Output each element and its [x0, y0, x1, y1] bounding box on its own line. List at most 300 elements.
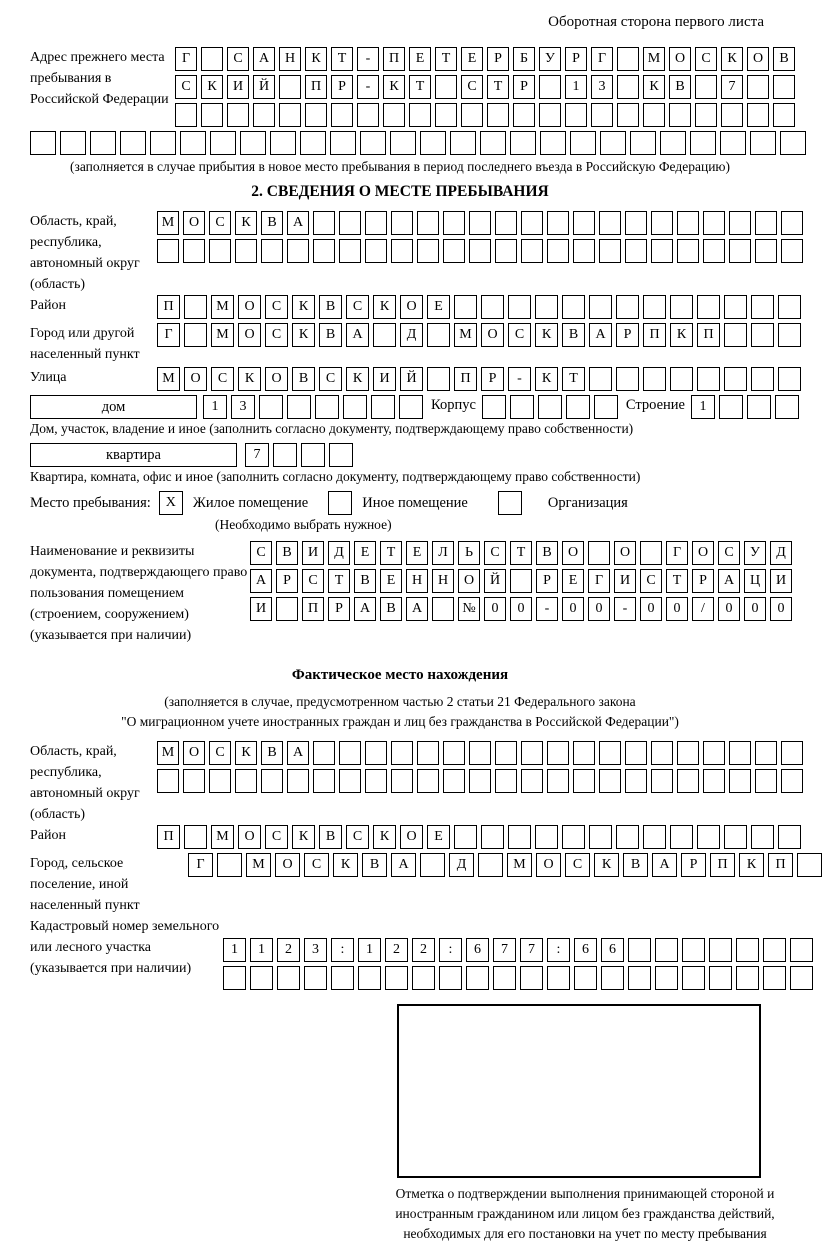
char-cell-empty[interactable]	[617, 103, 639, 127]
char-cell-filled[interactable]: М	[246, 853, 271, 877]
char-cell-filled[interactable]: Т	[510, 541, 532, 565]
char-cell-filled[interactable]: Й	[484, 569, 506, 593]
char-cell-empty[interactable]	[287, 769, 309, 793]
char-cell-filled[interactable]: В	[562, 323, 585, 347]
char-cell-empty[interactable]	[454, 295, 477, 319]
char-cell-empty[interactable]	[184, 825, 207, 849]
char-cell-filled[interactable]: Е	[406, 541, 428, 565]
char-cell-empty[interactable]	[235, 239, 257, 263]
char-cell-empty[interactable]	[150, 131, 176, 155]
char-cell-empty[interactable]	[365, 239, 387, 263]
char-cell-empty[interactable]	[600, 131, 626, 155]
char-cell-filled[interactable]: А	[652, 853, 677, 877]
char-cell-filled[interactable]: М	[211, 323, 234, 347]
char-cell-filled[interactable]: Р	[487, 47, 509, 71]
char-cell-filled[interactable]: К	[383, 75, 405, 99]
char-cell-empty[interactable]	[183, 239, 205, 263]
char-cell-filled[interactable]: О	[536, 853, 561, 877]
stay-type-checkbox-other-premises[interactable]	[328, 491, 352, 515]
char-cell-empty[interactable]	[513, 103, 535, 127]
char-cell-filled[interactable]: Д	[770, 541, 792, 565]
char-cell-filled[interactable]: О	[265, 367, 288, 391]
char-cell-empty[interactable]	[565, 103, 587, 127]
char-cell-empty[interactable]	[521, 769, 543, 793]
char-cell-filled[interactable]: А	[253, 47, 275, 71]
char-cell-empty[interactable]	[360, 131, 386, 155]
char-cell-filled[interactable]: 0	[718, 597, 740, 621]
char-cell-empty[interactable]	[651, 769, 673, 793]
char-cell-empty[interactable]	[751, 323, 774, 347]
char-cell-filled[interactable]: О	[747, 47, 769, 71]
char-cell-empty[interactable]	[697, 295, 720, 319]
char-cell-filled[interactable]: 3	[231, 395, 255, 419]
char-cell-empty[interactable]	[721, 103, 743, 127]
char-cell-filled[interactable]: К	[235, 741, 257, 765]
char-cell-empty[interactable]	[454, 825, 477, 849]
char-cell-filled[interactable]: А	[406, 597, 428, 621]
char-cell-filled[interactable]: Т	[409, 75, 431, 99]
char-cell-filled[interactable]: С	[209, 741, 231, 765]
char-cell-filled[interactable]: Т	[328, 569, 350, 593]
char-cell-empty[interactable]	[751, 295, 774, 319]
char-cell-empty[interactable]	[790, 938, 813, 962]
char-cell-empty[interactable]	[391, 741, 413, 765]
char-cell-filled[interactable]: Р	[616, 323, 639, 347]
char-cell-filled[interactable]: Т	[487, 75, 509, 99]
char-cell-empty[interactable]	[60, 131, 86, 155]
char-cell-filled[interactable]: Т	[331, 47, 353, 71]
char-cell-empty[interactable]	[670, 295, 693, 319]
char-cell-filled[interactable]: С	[250, 541, 272, 565]
char-cell-empty[interactable]	[439, 966, 462, 990]
char-cell-empty[interactable]	[616, 295, 639, 319]
char-cell-empty[interactable]	[781, 211, 803, 235]
char-cell-filled[interactable]: О	[238, 323, 261, 347]
char-cell-empty[interactable]	[417, 211, 439, 235]
char-cell-filled[interactable]: В	[773, 47, 795, 71]
char-cell-filled[interactable]: 1	[223, 938, 246, 962]
char-cell-filled[interactable]: -	[357, 75, 379, 99]
char-cell-empty[interactable]	[703, 741, 725, 765]
char-cell-filled[interactable]: Р	[681, 853, 706, 877]
char-cell-filled[interactable]: Ь	[458, 541, 480, 565]
char-cell-empty[interactable]	[157, 769, 179, 793]
char-cell-filled[interactable]: Д	[328, 541, 350, 565]
char-cell-empty[interactable]	[747, 75, 769, 99]
char-cell-filled[interactable]: С	[209, 211, 231, 235]
char-cell-empty[interactable]	[390, 131, 416, 155]
char-cell-filled[interactable]: К	[721, 47, 743, 71]
char-cell-empty[interactable]	[589, 825, 612, 849]
char-cell-empty[interactable]	[591, 103, 613, 127]
char-cell-filled[interactable]: Г	[588, 569, 610, 593]
char-cell-filled[interactable]: Т	[666, 569, 688, 593]
char-cell-empty[interactable]	[651, 741, 673, 765]
char-cell-empty[interactable]	[391, 769, 413, 793]
char-cell-filled[interactable]: 1	[565, 75, 587, 99]
char-cell-filled[interactable]: Н	[279, 47, 301, 71]
char-cell-filled[interactable]: К	[238, 367, 261, 391]
char-cell-filled[interactable]: И	[614, 569, 636, 593]
char-cell-empty[interactable]	[469, 211, 491, 235]
char-cell-empty[interactable]	[184, 323, 207, 347]
char-cell-filled[interactable]: 1	[250, 938, 273, 962]
char-cell-empty[interactable]	[643, 825, 666, 849]
char-cell-empty[interactable]	[781, 239, 803, 263]
char-cell-filled[interactable]: 0	[744, 597, 766, 621]
char-cell-filled[interactable]: Е	[354, 541, 376, 565]
char-cell-filled[interactable]: Р	[276, 569, 298, 593]
char-cell-empty[interactable]	[703, 211, 725, 235]
char-cell-filled[interactable]: Н	[432, 569, 454, 593]
char-cell-filled[interactable]: 3	[304, 938, 327, 962]
char-cell-filled[interactable]: К	[373, 825, 396, 849]
char-cell-filled[interactable]: С	[695, 47, 717, 71]
char-cell-empty[interactable]	[480, 131, 506, 155]
char-cell-empty[interactable]	[547, 211, 569, 235]
char-cell-empty[interactable]	[724, 323, 747, 347]
char-cell-filled[interactable]: Й	[253, 75, 275, 99]
char-cell-filled[interactable]: :	[439, 938, 462, 962]
char-cell-empty[interactable]	[201, 103, 223, 127]
char-cell-empty[interactable]	[417, 741, 439, 765]
char-cell-filled[interactable]: П	[697, 323, 720, 347]
char-cell-empty[interactable]	[677, 741, 699, 765]
char-cell-filled[interactable]: Т	[380, 541, 402, 565]
char-cell-filled[interactable]: Р	[565, 47, 587, 71]
char-cell-filled[interactable]: В	[623, 853, 648, 877]
char-cell-filled[interactable]: В	[276, 541, 298, 565]
char-cell-empty[interactable]	[300, 131, 326, 155]
char-cell-filled[interactable]: 0	[484, 597, 506, 621]
char-cell-filled[interactable]: В	[362, 853, 387, 877]
char-cell-empty[interactable]	[625, 239, 647, 263]
char-cell-empty[interactable]	[495, 239, 517, 263]
char-cell-empty[interactable]	[365, 211, 387, 235]
char-cell-empty[interactable]	[775, 395, 799, 419]
char-cell-filled[interactable]: А	[287, 741, 309, 765]
char-cell-filled[interactable]: И	[373, 367, 396, 391]
char-cell-filled[interactable]: Е	[380, 569, 402, 593]
char-cell-empty[interactable]	[655, 966, 678, 990]
char-cell-empty[interactable]	[383, 103, 405, 127]
char-cell-empty[interactable]	[729, 769, 751, 793]
char-cell-filled[interactable]: К	[333, 853, 358, 877]
char-cell-empty[interactable]	[703, 239, 725, 263]
char-cell-filled[interactable]: К	[305, 47, 327, 71]
char-cell-empty[interactable]	[751, 367, 774, 391]
char-cell-empty[interactable]	[625, 211, 647, 235]
char-cell-empty[interactable]	[313, 769, 335, 793]
char-cell-filled[interactable]: О	[238, 295, 261, 319]
char-cell-empty[interactable]	[780, 131, 806, 155]
char-cell-empty[interactable]	[747, 103, 769, 127]
char-cell-filled[interactable]: С	[718, 541, 740, 565]
char-cell-empty[interactable]	[493, 966, 516, 990]
char-cell-empty[interactable]	[573, 211, 595, 235]
char-cell-filled[interactable]: П	[643, 323, 666, 347]
char-cell-filled[interactable]: К	[535, 323, 558, 347]
char-cell-filled[interactable]: К	[201, 75, 223, 99]
char-cell-empty[interactable]	[357, 103, 379, 127]
char-cell-empty[interactable]	[625, 769, 647, 793]
char-cell-empty[interactable]	[643, 367, 666, 391]
char-cell-empty[interactable]	[538, 395, 562, 419]
char-cell-empty[interactable]	[628, 966, 651, 990]
char-cell-empty[interactable]	[510, 395, 534, 419]
char-cell-empty[interactable]	[427, 323, 450, 347]
char-cell-filled[interactable]: В	[319, 825, 342, 849]
char-cell-filled[interactable]: 0	[588, 597, 610, 621]
char-cell-filled[interactable]: 0	[510, 597, 532, 621]
char-cell-filled[interactable]: У	[539, 47, 561, 71]
char-cell-filled[interactable]: О	[183, 211, 205, 235]
char-cell-empty[interactable]	[747, 395, 771, 419]
char-cell-empty[interactable]	[227, 103, 249, 127]
char-cell-filled[interactable]: 2	[412, 938, 435, 962]
char-cell-empty[interactable]	[120, 131, 146, 155]
char-cell-empty[interactable]	[358, 966, 381, 990]
char-cell-empty[interactable]	[175, 103, 197, 127]
char-cell-empty[interactable]	[371, 395, 395, 419]
char-cell-empty[interactable]	[435, 103, 457, 127]
char-cell-empty[interactable]	[313, 741, 335, 765]
char-cell-filled[interactable]: Е	[427, 295, 450, 319]
char-cell-empty[interactable]	[643, 295, 666, 319]
char-cell-empty[interactable]	[259, 395, 283, 419]
char-cell-empty[interactable]	[695, 103, 717, 127]
char-cell-empty[interactable]	[751, 825, 774, 849]
char-cell-filled[interactable]: О	[400, 825, 423, 849]
char-cell-empty[interactable]	[365, 769, 387, 793]
char-cell-filled[interactable]: 0	[770, 597, 792, 621]
char-cell-empty[interactable]	[539, 103, 561, 127]
char-cell-empty[interactable]	[574, 966, 597, 990]
char-cell-empty[interactable]	[443, 769, 465, 793]
char-cell-filled[interactable]: 0	[666, 597, 688, 621]
char-cell-empty[interactable]	[183, 769, 205, 793]
char-cell-empty[interactable]	[495, 741, 517, 765]
char-cell-filled[interactable]: М	[157, 741, 179, 765]
char-cell-empty[interactable]	[570, 131, 596, 155]
char-cell-filled[interactable]: Г	[591, 47, 613, 71]
char-cell-filled[interactable]: Г	[666, 541, 688, 565]
char-cell-empty[interactable]	[709, 938, 732, 962]
char-cell-empty[interactable]	[797, 853, 822, 877]
char-cell-filled[interactable]: К	[346, 367, 369, 391]
char-cell-filled[interactable]: М	[211, 295, 234, 319]
char-cell-empty[interactable]	[253, 103, 275, 127]
char-cell-empty[interactable]	[763, 966, 786, 990]
char-cell-empty[interactable]	[540, 131, 566, 155]
char-cell-empty[interactable]	[573, 239, 595, 263]
char-cell-empty[interactable]	[276, 597, 298, 621]
char-cell-filled[interactable]: О	[614, 541, 636, 565]
char-cell-filled[interactable]: С	[484, 541, 506, 565]
char-cell-empty[interactable]	[279, 75, 301, 99]
char-cell-filled[interactable]: К	[235, 211, 257, 235]
char-cell-filled[interactable]: №	[458, 597, 480, 621]
char-cell-empty[interactable]	[343, 395, 367, 419]
char-cell-filled[interactable]: О	[458, 569, 480, 593]
char-cell-empty[interactable]	[599, 239, 621, 263]
char-cell-empty[interactable]	[495, 769, 517, 793]
char-cell-filled[interactable]: О	[238, 825, 261, 849]
char-cell-filled[interactable]: 7	[721, 75, 743, 99]
char-cell-filled[interactable]: 7	[245, 443, 269, 467]
char-cell-empty[interactable]	[399, 395, 423, 419]
char-cell-filled[interactable]: 7	[493, 938, 516, 962]
char-cell-empty[interactable]	[412, 966, 435, 990]
char-cell-empty[interactable]	[339, 211, 361, 235]
char-cell-filled[interactable]: М	[507, 853, 532, 877]
char-cell-filled[interactable]: П	[454, 367, 477, 391]
char-cell-empty[interactable]	[763, 938, 786, 962]
char-cell-filled[interactable]: С	[227, 47, 249, 71]
char-cell-empty[interactable]	[469, 769, 491, 793]
char-cell-filled[interactable]: А	[346, 323, 369, 347]
char-cell-filled[interactable]: С	[211, 367, 234, 391]
char-cell-empty[interactable]	[547, 769, 569, 793]
char-cell-empty[interactable]	[617, 75, 639, 99]
char-cell-filled[interactable]: Р	[331, 75, 353, 99]
char-cell-empty[interactable]	[235, 769, 257, 793]
char-cell-empty[interactable]	[287, 395, 311, 419]
char-cell-empty[interactable]	[736, 966, 759, 990]
char-cell-empty[interactable]	[521, 211, 543, 235]
char-cell-filled[interactable]: О	[183, 741, 205, 765]
char-cell-empty[interactable]	[682, 938, 705, 962]
char-cell-empty[interactable]	[573, 741, 595, 765]
char-cell-empty[interactable]	[304, 966, 327, 990]
char-cell-empty[interactable]	[420, 853, 445, 877]
char-cell-empty[interactable]	[589, 367, 612, 391]
char-cell-empty[interactable]	[720, 131, 746, 155]
char-cell-empty[interactable]	[755, 211, 777, 235]
char-cell-filled[interactable]: -	[614, 597, 636, 621]
char-cell-filled[interactable]: С	[265, 295, 288, 319]
char-cell-filled[interactable]: О	[562, 541, 584, 565]
char-cell-empty[interactable]	[535, 295, 558, 319]
char-cell-filled[interactable]: -	[357, 47, 379, 71]
char-cell-filled[interactable]: С	[304, 853, 329, 877]
char-cell-filled[interactable]: П	[157, 295, 180, 319]
char-cell-filled[interactable]: Т	[562, 367, 585, 391]
char-cell-empty[interactable]	[729, 239, 751, 263]
char-cell-filled[interactable]: П	[383, 47, 405, 71]
char-cell-filled[interactable]: С	[175, 75, 197, 99]
char-cell-empty[interactable]	[781, 769, 803, 793]
char-cell-filled[interactable]: В	[319, 323, 342, 347]
char-cell-empty[interactable]	[773, 103, 795, 127]
char-cell-empty[interactable]	[628, 938, 651, 962]
char-cell-filled[interactable]: О	[184, 367, 207, 391]
char-cell-empty[interactable]	[270, 131, 296, 155]
char-cell-empty[interactable]	[432, 597, 454, 621]
char-cell-empty[interactable]	[697, 367, 720, 391]
char-cell-filled[interactable]: 6	[466, 938, 489, 962]
char-cell-empty[interactable]	[677, 239, 699, 263]
char-cell-empty[interactable]	[277, 966, 300, 990]
char-cell-filled[interactable]: Б	[513, 47, 535, 71]
char-cell-empty[interactable]	[617, 47, 639, 71]
char-cell-empty[interactable]	[736, 938, 759, 962]
char-cell-empty[interactable]	[261, 239, 283, 263]
char-cell-filled[interactable]: С	[461, 75, 483, 99]
char-cell-empty[interactable]	[279, 103, 301, 127]
char-cell-empty[interactable]	[443, 239, 465, 263]
char-cell-filled[interactable]: Й	[400, 367, 423, 391]
char-cell-empty[interactable]	[417, 769, 439, 793]
char-cell-empty[interactable]	[521, 239, 543, 263]
char-cell-empty[interactable]	[724, 295, 747, 319]
char-cell-empty[interactable]	[778, 825, 801, 849]
char-cell-empty[interactable]	[210, 131, 236, 155]
char-cell-empty[interactable]	[313, 239, 335, 263]
char-cell-filled[interactable]: К	[594, 853, 619, 877]
char-cell-filled[interactable]: И	[250, 597, 272, 621]
char-cell-empty[interactable]	[30, 131, 56, 155]
char-cell-empty[interactable]	[273, 443, 297, 467]
char-cell-filled[interactable]: В	[292, 367, 315, 391]
char-cell-empty[interactable]	[778, 323, 801, 347]
char-cell-empty[interactable]	[589, 295, 612, 319]
char-cell-empty[interactable]	[420, 131, 446, 155]
char-cell-empty[interactable]	[539, 75, 561, 99]
char-cell-filled[interactable]: В	[354, 569, 376, 593]
char-cell-empty[interactable]	[750, 131, 776, 155]
char-cell-empty[interactable]	[651, 239, 673, 263]
char-cell-empty[interactable]	[287, 239, 309, 263]
char-cell-filled[interactable]: С	[319, 367, 342, 391]
char-cell-empty[interactable]	[599, 211, 621, 235]
char-cell-filled[interactable]: Г	[175, 47, 197, 71]
char-cell-empty[interactable]	[339, 741, 361, 765]
char-cell-empty[interactable]	[547, 741, 569, 765]
char-cell-filled[interactable]: Д	[449, 853, 474, 877]
char-cell-empty[interactable]	[562, 825, 585, 849]
char-cell-empty[interactable]	[373, 323, 396, 347]
char-cell-empty[interactable]	[391, 239, 413, 263]
char-cell-filled[interactable]: 1	[203, 395, 227, 419]
char-cell-filled[interactable]: К	[739, 853, 764, 877]
char-cell-empty[interactable]	[729, 741, 751, 765]
char-cell-empty[interactable]	[450, 131, 476, 155]
char-cell-filled[interactable]: Е	[409, 47, 431, 71]
char-cell-filled[interactable]: А	[250, 569, 272, 593]
char-cell-filled[interactable]: В	[261, 741, 283, 765]
char-cell-empty[interactable]	[331, 966, 354, 990]
char-cell-empty[interactable]	[469, 741, 491, 765]
char-cell-filled[interactable]: Н	[406, 569, 428, 593]
char-cell-empty[interactable]	[180, 131, 206, 155]
stay-type-checkbox-organization[interactable]	[498, 491, 522, 515]
char-cell-filled[interactable]: И	[227, 75, 249, 99]
char-cell-empty[interactable]	[630, 131, 656, 155]
char-cell-empty[interactable]	[482, 395, 506, 419]
char-cell-empty[interactable]	[697, 825, 720, 849]
char-cell-filled[interactable]: /	[692, 597, 714, 621]
char-cell-filled[interactable]: М	[157, 367, 180, 391]
char-cell-empty[interactable]	[90, 131, 116, 155]
char-cell-filled[interactable]: И	[302, 541, 324, 565]
char-cell-filled[interactable]: П	[710, 853, 735, 877]
char-cell-empty[interactable]	[547, 239, 569, 263]
char-cell-empty[interactable]	[313, 211, 335, 235]
char-cell-empty[interactable]	[724, 825, 747, 849]
char-cell-empty[interactable]	[677, 769, 699, 793]
char-cell-empty[interactable]	[209, 239, 231, 263]
